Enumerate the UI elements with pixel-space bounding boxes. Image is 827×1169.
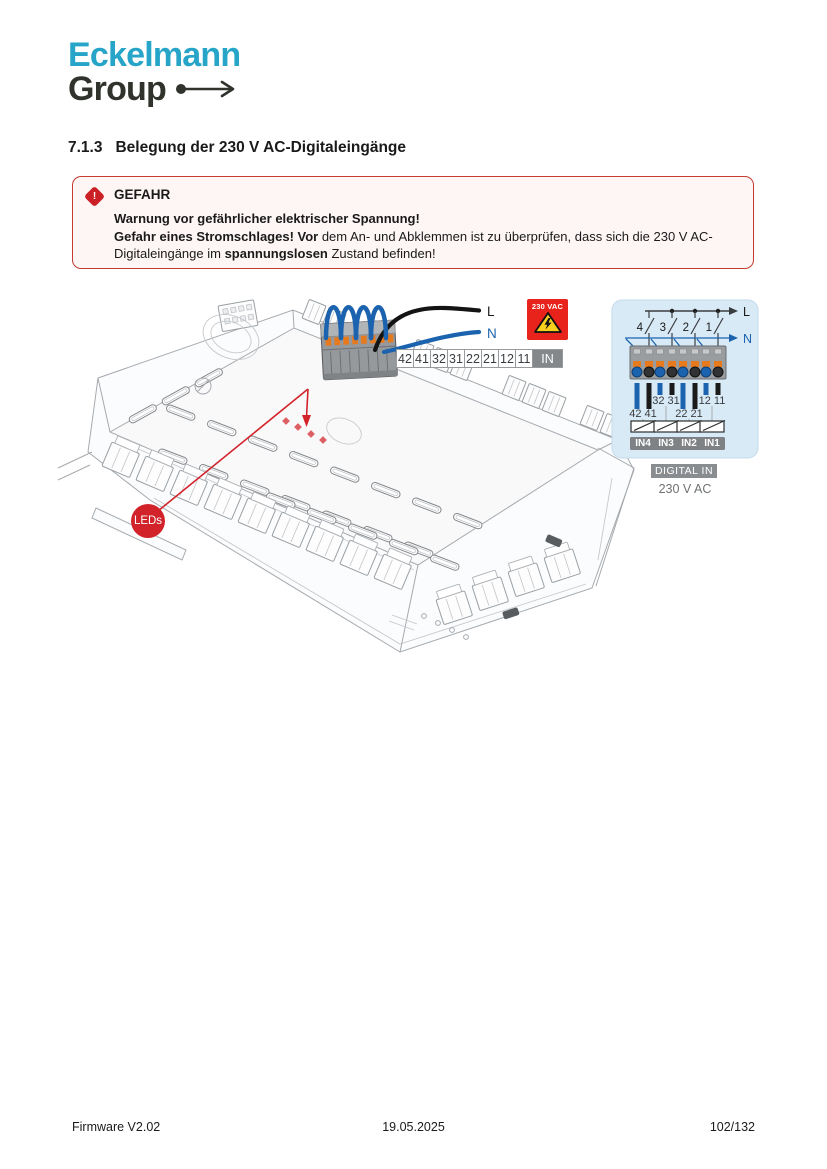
section-heading xyxy=(68,139,406,157)
logo-line2: Group xyxy=(68,70,166,108)
strip-cell: 31 xyxy=(447,349,465,368)
voltage-warning-badge xyxy=(527,299,568,340)
switch-label-4: 4 xyxy=(636,322,643,334)
input-badge-in2: IN2 xyxy=(676,437,702,450)
pair-label-in1: 12 11 xyxy=(698,395,726,407)
strip-cell: 12 xyxy=(498,349,516,368)
pair-label-in3: 32 31 xyxy=(652,395,680,407)
pair-label-in2: 22 21 xyxy=(675,408,703,420)
terminal-strip xyxy=(396,349,563,368)
input-badge-in1: IN1 xyxy=(699,437,725,450)
danger-line1: Warnung vor gefährlicher elektrischer Spannung! xyxy=(114,211,420,226)
switch-label-3: 3 xyxy=(659,322,666,334)
wire-l-label: L xyxy=(487,304,495,319)
section-title: Belegung der 230 V AC-Digitaleingänge xyxy=(115,139,407,156)
danger-title: GEFAHR xyxy=(114,187,171,202)
leds-callout: LEDs xyxy=(131,504,165,538)
digital-in-badge: DIGITAL IN xyxy=(651,464,717,478)
input-badge-in3: IN3 xyxy=(653,437,679,450)
logo-arrow-icon xyxy=(175,80,239,98)
wire-n-label: N xyxy=(487,326,497,341)
contact-symbols xyxy=(631,421,725,433)
input-badge-in4: IN4 xyxy=(630,437,656,450)
company-logo xyxy=(68,38,240,106)
schematic-panel xyxy=(612,300,758,458)
schematic-l-label: L xyxy=(743,305,750,319)
section-number: 7.1.3 xyxy=(68,139,103,156)
strip-cell: 22 xyxy=(464,349,482,368)
schematic-connector xyxy=(630,346,726,379)
strip-cell: 42 xyxy=(396,349,414,368)
danger-bold1: Gefahr eines Stromschlages! Vor xyxy=(114,228,319,244)
strip-cell: 41 xyxy=(413,349,431,368)
danger-icon: ! xyxy=(84,186,105,207)
footer-date: 19.05.2025 xyxy=(382,1120,445,1134)
warning-triangle-icon xyxy=(533,311,563,334)
footer-page-number: 102/132 xyxy=(709,1120,755,1134)
pair-label-in4: 42 41 xyxy=(629,408,657,420)
danger-text: Warnung vor gefährlicher elektrischer Spannung! Gefahr eines Stromschlages! Vor dem An- und Abklemmen ist zu überprüfen, dass sich die 230 V AC-Digitaleingänge im spannungslosen Zustand befinden! xyxy=(114,211,713,261)
switch-label-1: 1 xyxy=(705,322,712,334)
footer-firmware: Firmware V2.02 xyxy=(72,1120,161,1134)
strip-cell: 11 xyxy=(515,349,533,368)
strip-cell: 21 xyxy=(481,349,499,368)
voltage-label: 230 V AC xyxy=(658,482,712,496)
strip-in-cell: IN xyxy=(532,349,563,368)
logo-line1: Eckelmann xyxy=(68,36,241,74)
schematic-n-label: N xyxy=(743,332,753,346)
voltage-warning-text: 230 VAC xyxy=(531,302,564,311)
strip-cell: 32 xyxy=(430,349,448,368)
danger-bold2: spannungslosen xyxy=(224,246,328,261)
switch-label-2: 2 xyxy=(682,322,689,334)
danger-box xyxy=(72,176,754,269)
